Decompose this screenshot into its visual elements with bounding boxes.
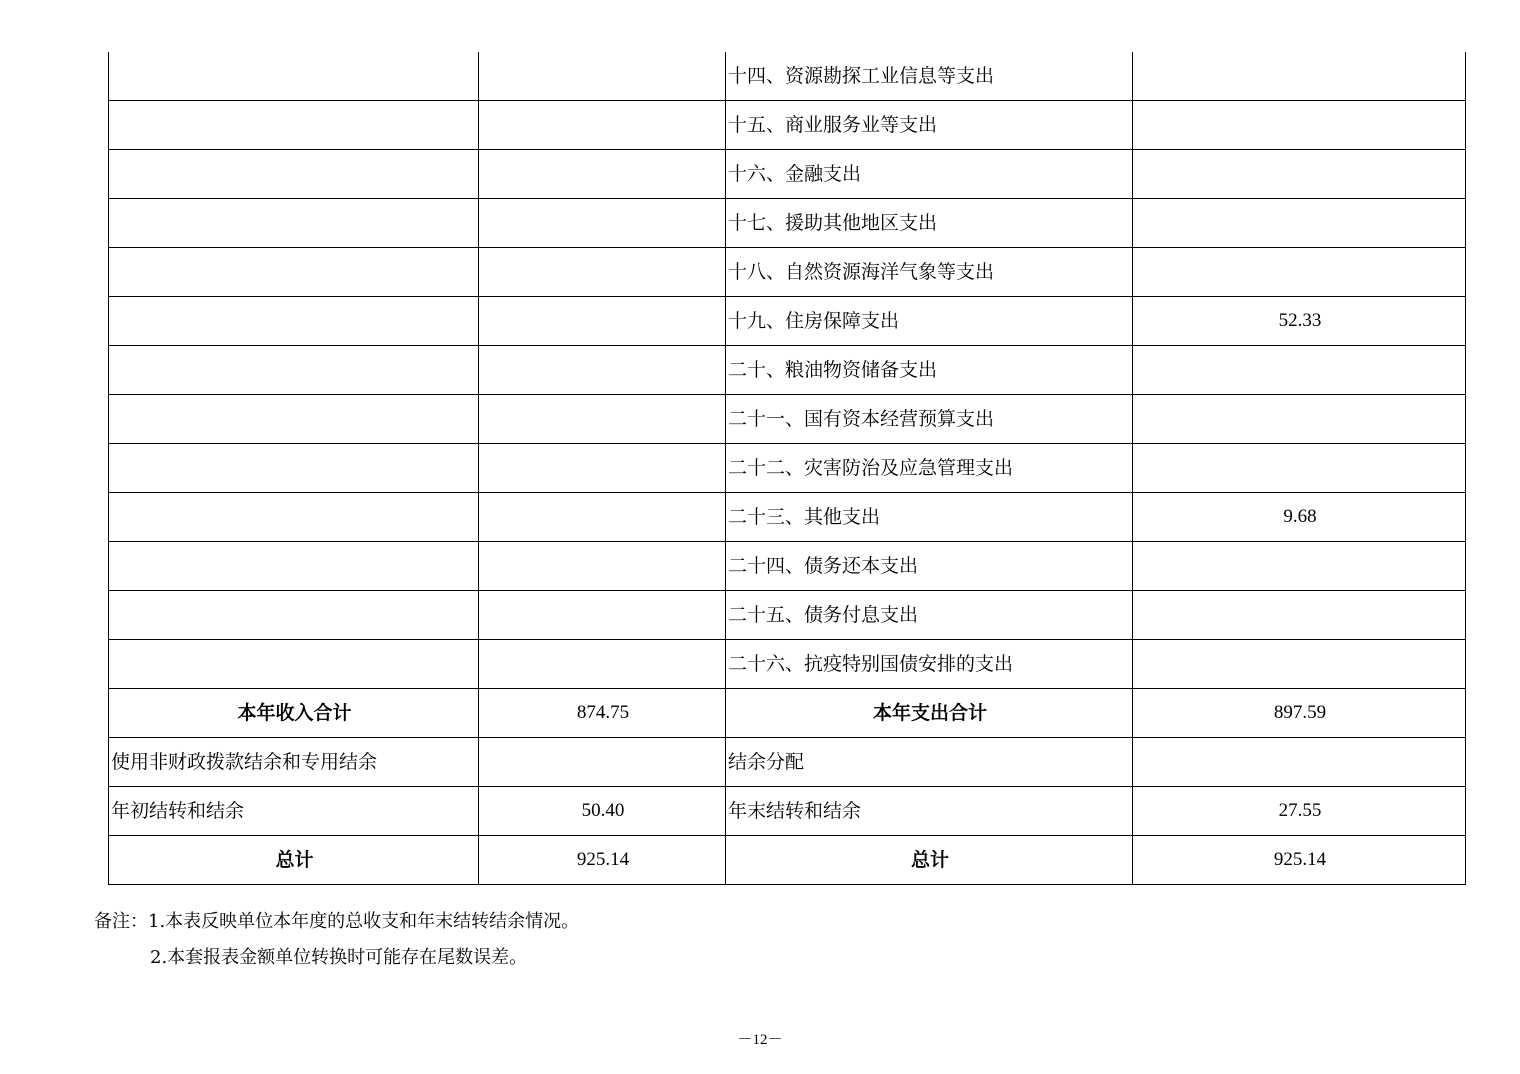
expense-item-cell: 二十一、国有资本经营预算支出 [726,395,1133,444]
begin-balance-value: 50.40 [479,787,726,836]
expense-amount-cell [1133,591,1466,640]
expense-item-cell: 十七、援助其他地区支出 [726,199,1133,248]
page-number: －12－ [737,1032,783,1048]
table-row [109,395,1466,444]
end-balance-value: 27.55 [1133,787,1466,836]
expense-amount-cell [1133,542,1466,591]
table-row [109,52,1466,101]
expense-item-cell: 十九、住房保障支出 [726,297,1133,346]
grand-total-right-value: 925.14 [1133,836,1466,885]
end-balance-label: 年末结转和结余 [726,787,1133,836]
expense-amount-cell [1133,444,1466,493]
income-amount-cell [479,199,726,248]
expense-amount-cell [1133,101,1466,150]
expense-item-cell: 十八、自然资源海洋气象等支出 [726,248,1133,297]
expense-amount-cell [1133,199,1466,248]
expense-item-cell: 十四、资源勘探工业信息等支出 [726,52,1133,101]
expense-amount-cell: 52.33 [1133,297,1466,346]
expense-item-cell: 十六、金融支出 [726,150,1133,199]
table-row [109,591,1466,640]
expense-amount-cell [1133,248,1466,297]
expense-amount-cell [1133,395,1466,444]
table-row [109,199,1466,248]
table-notes [94,904,579,976]
year-total-row [109,689,1466,738]
expense-item-cell: 二十二、灾害防治及应急管理支出 [726,444,1133,493]
grand-total-right-label: 总计 [726,836,1133,885]
table-row [109,101,1466,150]
income-amount-cell [479,297,726,346]
income-item-cell [109,101,479,150]
income-item-cell [109,199,479,248]
income-amount-cell [479,493,726,542]
non-fiscal-balance-label: 使用非财政拨款结余和专用结余 [109,738,479,787]
year-income-total-value: 874.75 [479,689,726,738]
expense-amount-cell [1133,52,1466,101]
income-expense-table [108,52,1466,885]
income-item-cell [109,493,479,542]
budget-table-section [108,52,1465,885]
income-amount-cell [479,52,726,101]
income-item-cell [109,542,479,591]
income-item-cell [109,297,479,346]
expense-item-cell: 二十五、债务付息支出 [726,591,1133,640]
table-row [109,493,1466,542]
expense-amount-cell [1133,640,1466,689]
income-item-cell [109,591,479,640]
income-amount-cell [479,640,726,689]
table-row [109,640,1466,689]
balance-row [109,787,1466,836]
expense-amount-cell [1133,150,1466,199]
table-row [109,542,1466,591]
income-amount-cell [479,542,726,591]
grand-total-left-value: 925.14 [479,836,726,885]
income-item-cell [109,150,479,199]
income-amount-cell [479,346,726,395]
year-expense-total-value: 897.59 [1133,689,1466,738]
grand-total-row [109,836,1466,885]
expense-item-cell: 十五、商业服务业等支出 [726,101,1133,150]
table-row [109,444,1466,493]
table-row [109,297,1466,346]
table-row [109,248,1466,297]
begin-balance-label: 年初结转和结余 [109,787,479,836]
expense-amount-cell [1133,346,1466,395]
year-income-total-label: 本年收入合计 [109,689,479,738]
surplus-distribution-label: 结余分配 [726,738,1133,787]
year-expense-total-label: 本年支出合计 [726,689,1133,738]
table-row [109,346,1466,395]
income-amount-cell [479,150,726,199]
income-item-cell [109,640,479,689]
expense-item-cell: 二十、粮油物资储备支出 [726,346,1133,395]
income-amount-cell [479,591,726,640]
income-item-cell [109,444,479,493]
note-line-2: 2.本套报表金额单位转换时可能存在尾数误差。 [150,947,528,968]
expense-item-cell: 二十六、抗疫特别国债安排的支出 [726,640,1133,689]
table-row [109,150,1466,199]
income-item-cell [109,346,479,395]
income-item-cell [109,248,479,297]
non-fiscal-balance-value [479,738,726,787]
expense-amount-cell: 9.68 [1133,493,1466,542]
note-line-1: 备注：1.本表反映单位本年度的总收支和年末结转结余情况。 [94,911,580,932]
expense-item-cell: 二十四、债务还本支出 [726,542,1133,591]
income-amount-cell [479,248,726,297]
income-amount-cell [479,101,726,150]
non-fiscal-row [109,738,1466,787]
income-item-cell [109,395,479,444]
grand-total-left-label: 总计 [109,836,479,885]
expense-item-cell: 二十三、其他支出 [726,493,1133,542]
income-amount-cell [479,395,726,444]
income-amount-cell [479,444,726,493]
income-item-cell [109,52,479,101]
surplus-distribution-value [1133,738,1466,787]
